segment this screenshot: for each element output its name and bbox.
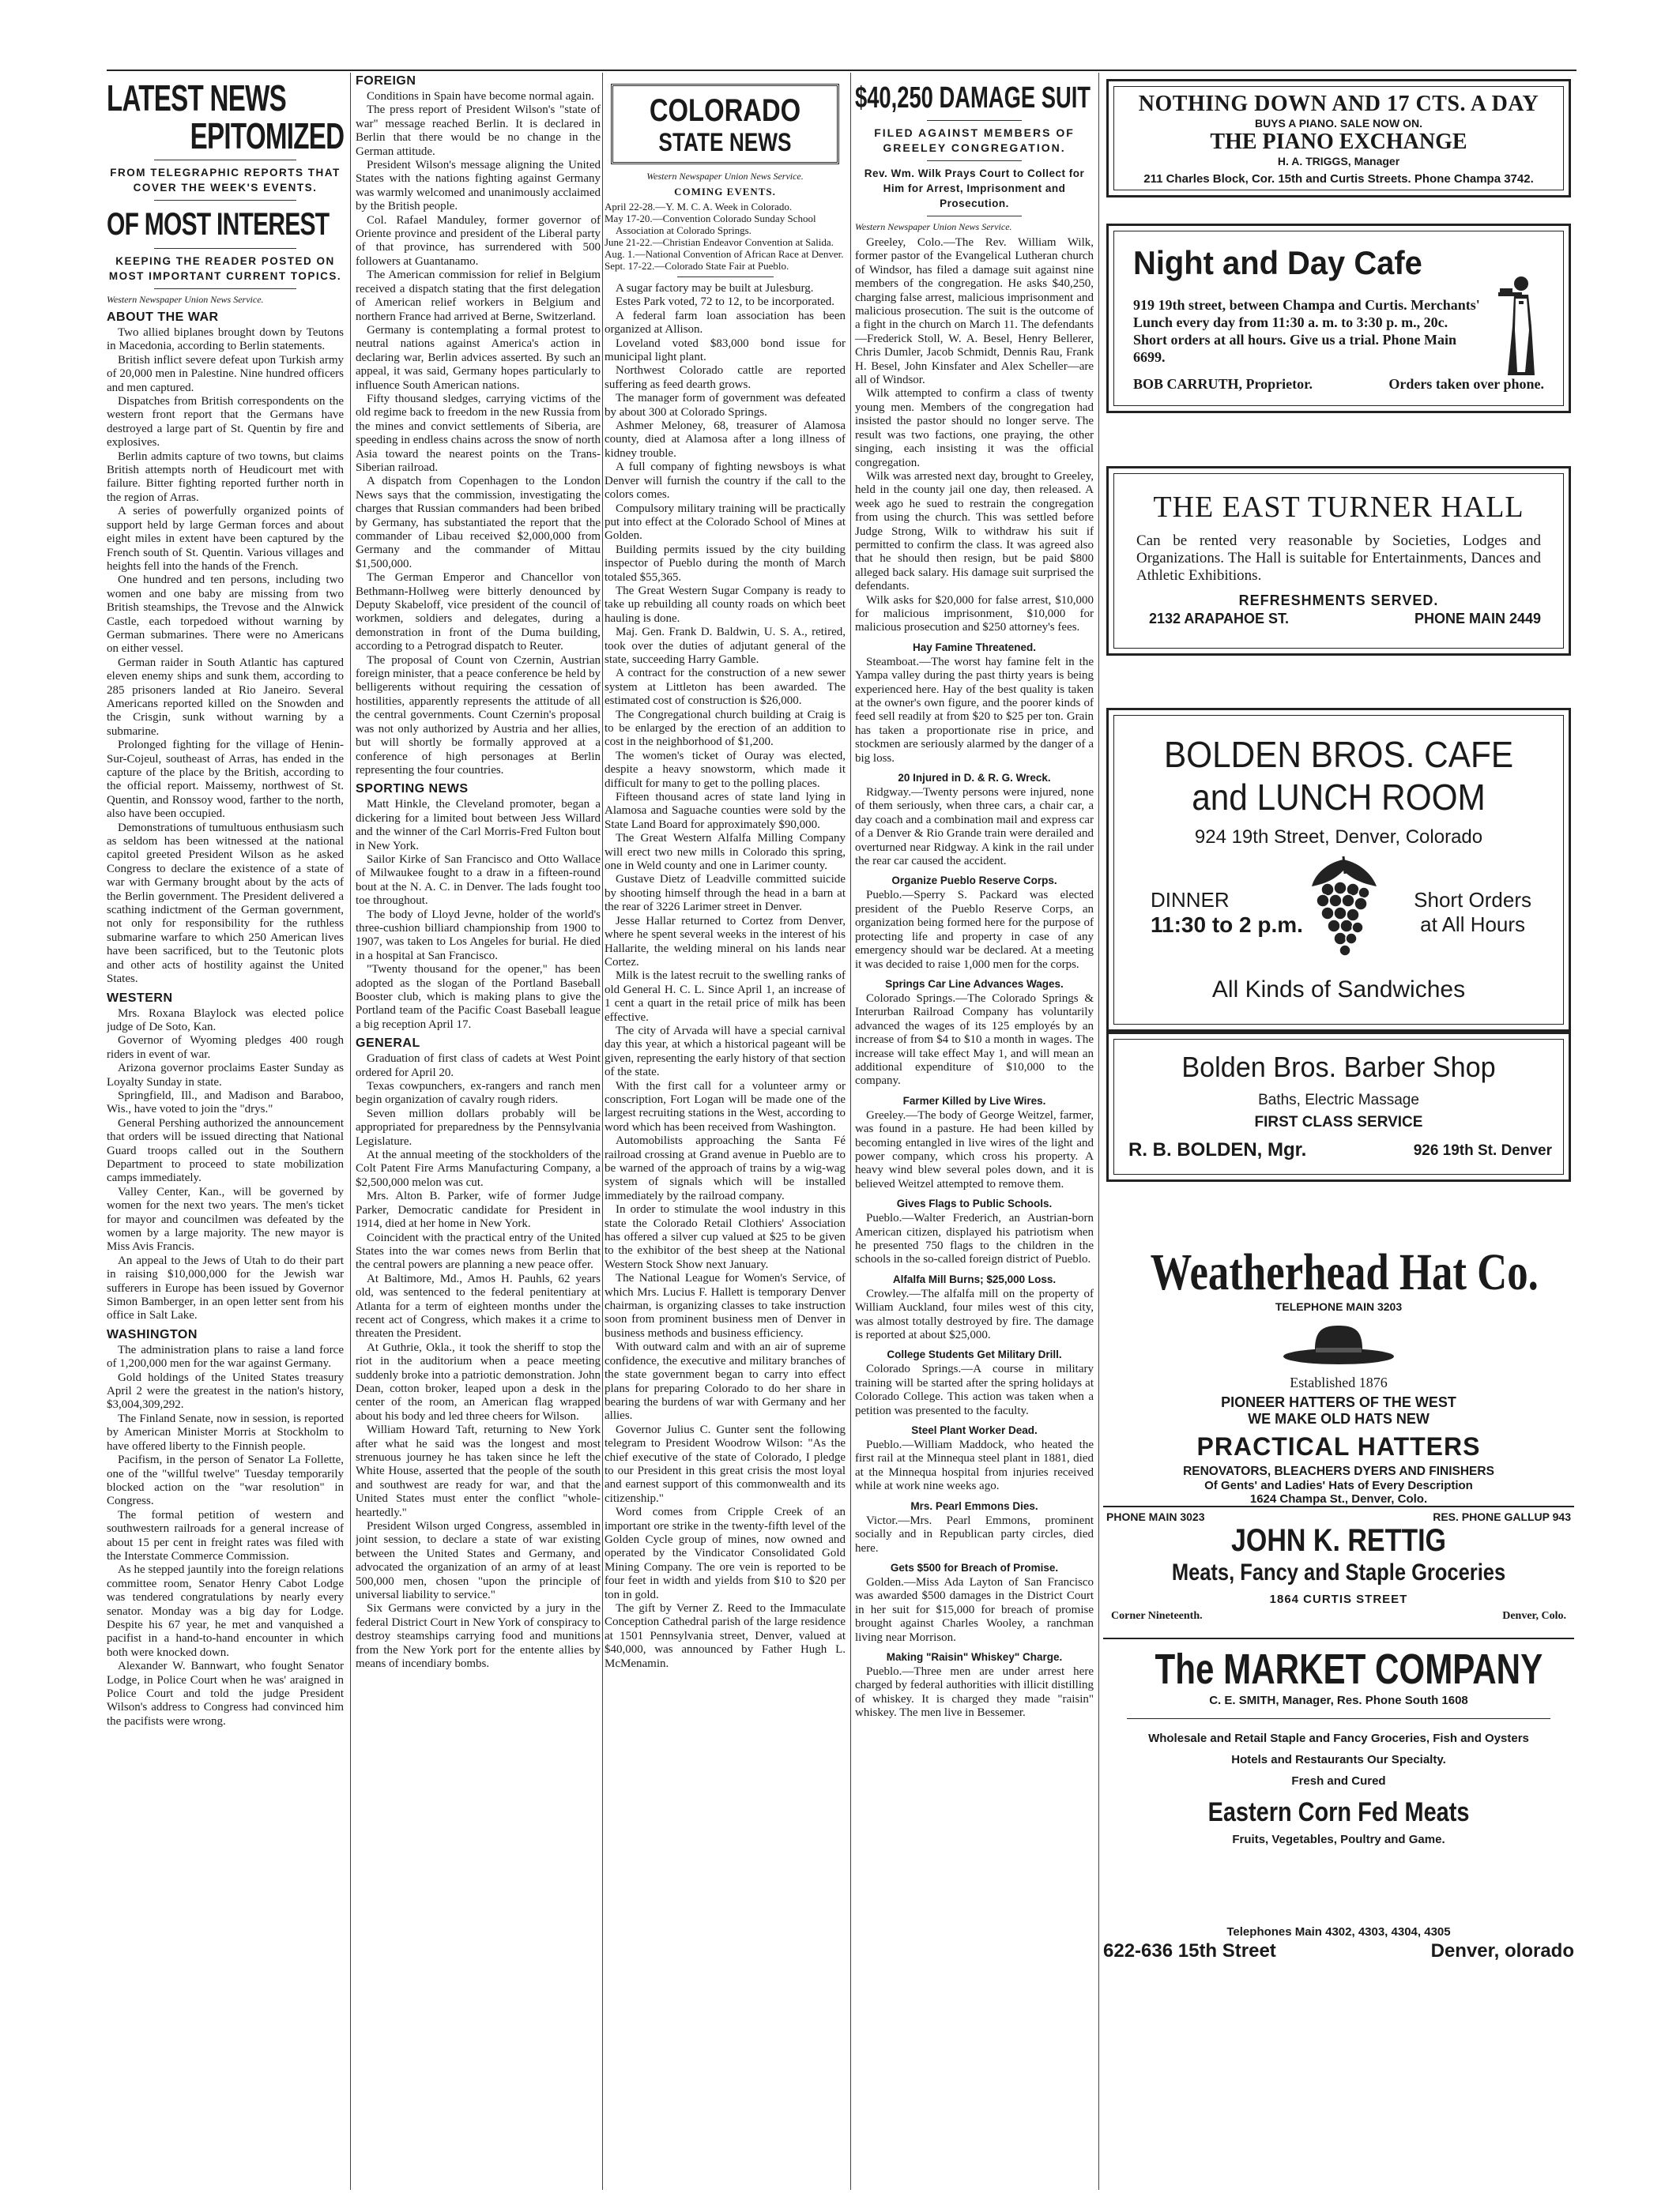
paragraph: An appeal to the Jews of Utah to do their part in raising $10,000,000 for the Jewish war sufferers in Europe has been issued by Governor Simon Bamberger, in an open letter sent from his office in Salt Lake. [107,1254,344,1322]
story-text: Crowley.—The alfalfa mill on the property of William Auckland, four miles west of this city, was almost totally destroyed by fire. The damage is reported at about $25,000. [855,1287,1094,1342]
colorado-masthead: COLORADO STATE NEWS [611,84,839,164]
story-head: College Students Get Military Drill. [887,1349,1062,1361]
ad-bolden-cafe: BOLDEN BROS. CAFE and LUNCH ROOM 924 19th Street, Denver, Colorado DINNER 11:30 to 2 p.m. Short Orders at All Hours All Kinds of Sandwiches [1106,708,1571,1032]
paragraph: Germany is contemplating a formal protest to neutral nations against America's action in declaring war, Berlin advices asserted. By such an appeal, it was said, Germany hopes particularly to influence South American nations. [356,323,601,392]
column-rule [350,73,351,2190]
paragraph: Jesse Hallar returned to Cortez from Denver, where he spent several weeks in the interest of his Hallarite, the welding mineral on his lands near Cortez. [605,914,846,969]
paragraph: Six Germans were convicted by a jury in the federal District Court in New York of conspiracy to destroy steamships carrying food and munitions from the New York port for the entente allies by means of incendiary bombs. [356,1602,601,1671]
section-head-sporting: SPORTING NEWS [356,782,469,796]
ad-night-day-cafe: Night and Day Cafe 919 19th street, between Champa and Curtis. Merchants' Lunch every day from 11:30 a. m. to 3:30 p. m., 20c. Short orders at all hours. Give us a trial. Phone Main 6699. BOB CARRUTH, Proprietor. Orders taken over phone. [1106,224,1571,413]
story-text: Pueblo.—Three men are under arrest here charged by federal authorities with illicit distilling of whiskey. It is charged they made "raisin" whiskey. The men live in Bessemer. [855,1665,1094,1720]
headline-of-most-interest: OF MOST INTEREST [107,207,330,242]
paragraph: The Great Western Alfalfa Milling Company will erect two new mills in Colorado this spring, one in Weld county and one in Larimer county. [605,832,846,873]
paragraph: A series of powerfully organized points of support held by large German forces and about eight miles in extent have been captured by the French south of St. Quentin. Various villages and heights fell into the hands of the French. [107,505,344,573]
paragraph: Seven million dollars probably will be appropriated for preparedness by the Pennsylvania Legislature. [356,1107,601,1148]
subdeck-wilk: Rev. Wm. Wilk Prays Court to Collect for Him for Arrest, Imprisonment and Prosecution. [864,167,1085,209]
paragraph: The women's ticket of Ouray was elected, despite a heavy snowstorm, which made it difficult for many to get to the polling places. [605,749,846,790]
story-text: Colorado Springs.—A course in military training will be started after the spring holidays at Colorado College. This action was taken when a petition was presented to the faculty. [855,1363,1094,1417]
paragraph: Valley Center, Kan., will be governed by women for the next two years. The men's ticket for mayor and councilmen was defeated by the women by a large majority. The new mayor is Miss Avis Francis. [107,1185,344,1254]
paragraph: The German Emperor and Chancellor von Bethmann-Hollweg were bitterly denounced by Deputy Skabeloff, vice president of the council of workmen, soldiers and delegates, during a demonstration in front of the Duma building, according to a Petrograd dispatch to Reuter. [356,571,601,653]
story-text: Pueblo.—Sperry S. Packard was elected president of the Pueblo Reserve Corps, an organization being formed here for the purpose of protecting life and property in case of any emergency should war be declared. At a meeting it was decided to raise 1,000 men for the corps. [855,889,1094,971]
headline-damage-suit: $40,250 DAMAGE SUIT [855,81,1091,115]
western-paragraphs [107,1007,344,1323]
paragraph: A contract for the construction of a new sewer system at Littleton has been awarded. The estimated cost of construction is $26,000. [605,667,846,708]
event-item: May 17-20.—Convention Colorado Sunday School Association at Colorado Springs. [605,213,816,236]
paragraph: President Wilson's message aligning the United States with the nations fighting against Germany was warmly welcomed and unanimously acclaimed by the British people. [356,159,601,213]
paragraph: Fifteen thousand acres of state land lying in Alamosa and Saguache counties were sold by the State Land Board for approximately $90,000. [605,791,846,831]
deck-telegraphic: FROM TELEGRAPHIC REPORTS THAT COVER THE WEEK'S EVENTS. [110,167,341,194]
section-head-washington: WASHINGTON [107,1327,198,1341]
paragraph: The Congregational church building at Craig is to be enlarged by the erection of an addition to cost in the neighborhood of $1,200. [605,708,846,749]
lead-story-paragraphs [855,236,1094,635]
sporting-paragraphs [356,798,601,1032]
paragraph: Alexander W. Bannwart, who fought Senator Lodge, in Police Court when he was' araigned in Police Court and told the judge President Wilson's address to Congress had convinced him the pacifists were wrong. [107,1660,344,1728]
paragraph: At the annual meeting of the stockholders of the Colt Patent Fire Arms Manufacturing Company, a $2,500,000 melon was cut. [356,1149,601,1189]
top-rule [107,70,1576,71]
coming-events-head: COMING EVENTS. [674,186,776,198]
paragraph: With the first call for a volunteer army or conscription, Fort Logan will be made one of the largest recruiting stations in the West, according to word which has been received from Washington. [605,1079,846,1134]
paragraph: President Wilson urged Congress, assembled in joint session, to declare a state of war existing between the United States and Germany, and advocated the organization of an army of at least 500,000 men, chosen "upon the principle of universal liability to service." [356,1520,601,1602]
paragraph: The gift by Verner Z. Reed to the Immaculate Conception Cathedral parish of the large residence at 1501 Pennsylvania street, Denver, valued at $40,000, was announced by Father Hugh L. McMenamin. [605,1602,846,1670]
paragraph: Pacifism, in the person of Senator La Follette, one of the "willful twelve" Tuesday temporarily blocked action on the "war resolution" in Congress. [107,1454,344,1508]
paragraph: British inflict severe defeat upon Turkish army of 20,000 men in Palestine. Nine hundred officers and men captured. [107,353,344,394]
column-damage-suit [855,73,1094,2190]
short-stories [855,641,1094,1721]
story-head: Gets $500 for Breach of Promise. [890,1561,1059,1574]
paragraph: Governor of Wyoming pledges 400 rough riders in event of war. [107,1034,344,1061]
paragraph: Prolonged fighting for the village of Henin-Sur-Cojeul, southeast of Arras, has ended in the capture of the place by the British, according to the official report. Maissemy, northwest of St. Quentin, and Ronssoy wood, farther to the north, also have been occupied. [107,739,344,821]
paragraph: The formal petition of western and southwestern railroads for a general increase of about 15 per cent in freight rates was filed with the Interstate Commerce Commission. [107,1508,344,1563]
paragraph: Wilk asks for $20,000 for false arrest, $10,000 for malicious imprisonment, $10,000 for malicious prosecution and $250 attorney's fees. [855,593,1094,634]
paragraph: Demonstrations of tumultuous enthusiasm such as seldom has been witnessed at the national capitol greeted President Wilson as he asked Congress to declare the existence of a state of war with Germany brought about by the acts of the Berlin government. The President delivered a scathing indictment of the German government, not only for responsibility for the ruthless submarine warfare to which 250 American lives have been sacrificed, but to the Teutonic plots and other acts of hostility against the United States. [107,821,344,986]
grapes-icon [1304,855,1383,965]
paragraph: Two allied biplanes brought down by Teutons in Macedonia, according to Berlin statements. [107,326,344,353]
story-text: Ridgway.—Twenty persons were injured, none of them seriously, when three cars, a chair car, a day coach and a combination mail and express car of a Denver & Rio Grande train were derailed and overturned near Ridgway. A kink in the rail under the rear car caused the accident. [855,786,1094,868]
washington-paragraphs [107,1344,344,1729]
deck-greeley: FILED AGAINST MEMBERS OF GREELEY CONGREGATION. [874,126,1075,154]
section-head-war: ABOUT THE WAR [107,310,219,324]
paragraph: The press report of President Wilson's "state of war" message reached Berlin. It is declared in Berlin that there would be no change in the German attitude. [356,103,601,158]
paragraph: Mrs. Alton B. Parker, wife of former Judge Parker, Democratic candidate for President in 1914, died at her home in New York. [356,1190,601,1231]
paragraph: The city of Arvada will have a special carnival day this year, at which a historical pageant will be given, representing the early history of that section of the state. [605,1024,846,1079]
story-head: Mrs. Pearl Emmons Dies. [910,1499,1038,1512]
paragraph: Fifty thousand sledges, carrying victims of the old regime back to freedom in the new Russia from the mines and convict settlements of Siberia, are speeding in endless chains across the snow of north Asia toward the nearest points on the Trans-Siberian railroad. [356,392,601,474]
ad-bolden-barber: Bolden Bros. Barber Shop Baths, Electric Massage FIRST CLASS SERVICE R. B. BOLDEN, Mgr. 926 19th St. Denver [1106,1032,1571,1182]
paragraph: The administration plans to raise a land force of 1,200,000 men for the war against Germany. [107,1343,344,1371]
paragraph: Coincident with the practical entry of the United States into the war comes news from Berlin that the central powers are planning a new peace offer. [356,1231,601,1272]
story-text: Pueblo.—William Maddock, who heated the first rail at the Minnequa steel plant in 1881, died at the Minnequa hospital from injuries received while at work nine weeks ago. [855,1439,1094,1493]
deck-keeping-reader: KEEPING THE READER POSTED ON MOST IMPORTANT CURRENT TOPICS. [108,255,342,282]
paragraph: "Twenty thousand for the opener," has been adopted as the slogan of the Portland Baseball Booster club, which is making plans to give the Portland team of the Pacific Coast Baseball league a big reception April 17. [356,963,601,1031]
paragraph: Sailor Kirke of San Francisco and Otto Wallace of Milwaukee fought to a draw in a fifteen-round bout at the N. A. C. in Denver. The lads fought too toe throughout. [356,852,601,908]
ad-john-rettig: PHONE MAIN 3023 RES. PHONE GALLUP 943 JOHN K. RETTIG Meats, Fancy and Staple Groceries 1864 CURTIS STREET Corner Nineteenth. Denver, Colo. [1106,1510,1571,1622]
story-text: Victor.—Mrs. Pearl Emmons, prominent socially and in Republican party circles, died here. [855,1514,1094,1555]
paragraph: One hundred and ten persons, including two women and one baby are missing from two British steamships, the Trevose and the Alnwick Castle, each torpedoed without warning by German submarines. There were no Americans on either vessel. [107,574,344,656]
paragraph: The body of Lloyd Jevne, holder of the world's three-cushion billiard championship from 1900 to 1907, was taken to Los Angeles for burial. He died in a hospital at San Francisco. [356,908,601,962]
paragraph: The National League for Women's Service, of which Mrs. Lucius F. Hallett is temporary Denver chairman, is organizing classes to take instruction soon from prominent business men of Denver in business methods and business efficiency. [605,1272,846,1340]
paragraph: Compulsory military training will be practically put into effect at the Colorado School of Mines at Golden. [605,502,846,543]
story-head: Springs Car Line Advances Wages. [885,977,1064,990]
paragraph: Governor Julius C. Gunter sent the following telegram to President Woodrow Wilson: "As the chief executive of the state of Colorado, I pledge to our President in this great crisis the most loyal and earnest support of this commonwealth and its citizenship." [605,1423,846,1505]
paragraph: Texas cowpunchers, ex-rangers and ranch men begin organization of cavalry rough riders. [356,1080,601,1107]
paragraph: A full company of fighting newsboys is what Denver will furnish the country if the call to the colors comes. [605,461,846,502]
paragraph: At Baltimore, Md., Amos H. Pauhls, 62 years old, was sentenced to the federal penitentiary at Atlanta for a term of eighteen months under the recent act of Congress, which makes it a crime to threaten the President. [356,1272,601,1341]
event-item: Sept. 17-22.—Colorado State Fair at Pueblo. [605,260,789,272]
paragraph: Graduation of first class of cadets at West Point ordered for April 20. [356,1052,601,1079]
service-credit: Western Newspaper Union News Service. [646,171,804,182]
story-text: Golden.—Miss Ada Layton of San Francisco was awarded $500 damages in the District Court in her suit for $15,000 for breach of promise brought against Charles Wooley, a ranchman living near Morrison. [855,1575,1094,1644]
paragraph: Matt Hinkle, the Cleveland promoter, began a dickering for a limited bout between Jess Willard and the winner of the Carl Morris-Fred Fulton bout in New York. [356,798,601,852]
paragraph: Estes Park voted, 72 to 12, to be incorporated. [616,295,835,309]
service-credit: Western Newspaper Union News Service. [855,221,1012,232]
paragraph: Ashmer Meloney, 68, treasurer of Alamosa county, died at Alamosa after a long illness of kidney trouble. [605,419,846,460]
paragraph: Gold holdings of the United States treasury April 2 were the greatest in the nation's history, $3,004,309,292. [107,1371,344,1412]
ad-piano-exchange: NOTHING DOWN AND 17 CTS. A DAY BUYS A PIANO. SALE NOW ON. THE PIANO EXCHANGE H. A. TRIGGS, Manager 211 Charles Block, Cor. 15th and Curtis Streets. Phone Champa 3742. [1106,79,1571,198]
paragraph: With outward calm and with an air of supreme confidence, the executive and military branches of the state government began to carry into effect plans for preparing Colorado to do her share in bearing the burdens of war with Germany and her allies. [605,1341,846,1423]
waiter-icon [1495,271,1547,382]
column-foreign-news [356,73,601,2190]
paragraph: Dispatches from British correspondents on the western front report that the Germans have destroyed a large part of St. Quentin by fire and explosives. [107,395,344,450]
paragraph: Northwest Colorado cattle are reported suffering as feed dearth grows. [605,364,846,391]
service-credit: Western Newspaper Union News Service. [107,294,264,305]
paragraph: The American commission for relief in Belgium received a dispatch stating that the first delegation of American relief workers in Belgium and northern France had arrived at Berne, Switzerland. [356,269,601,323]
coming-events-list [605,201,846,272]
story-head: Steel Plant Worker Dead. [911,1424,1038,1437]
story-head: Alfalfa Mill Burns; $25,000 Loss. [892,1273,1057,1285]
paragraph: Conditions in Spain have become normal again. [367,90,594,103]
paragraph: Building permits issued by the city building inspector of Pueblo during the month of March totaled $55,365. [605,543,846,584]
paragraph: Milk is the latest recruit to the swelling ranks of old General H. C. L. Since April 1, an increase of 1 cent a quart in the retail price of milk has been effective. [605,969,846,1024]
ad-weatherhead-hat: Weatherhead Hat Co. TELEPHONE MAIN 3203 Established 1876 PIONEER HATTERS OF THE WEST WE MAKE OLD HATS NEW PRACTICAL HATTERS RENOVATORS, BLEACHERS DYERS AND FINISHERS Of Gents' and Ladies' Hats of Every Description 1624 Champa St., Denver, Colo. [1150,1243,1539,1506]
story-text: Pueblo.—Walter Frederich, an Austrian-born American citizen, displayed his patriotism when he presented 750 flags to the children in the schools in the so-called foreign district of Pueblo. [855,1212,1094,1266]
event-item: April 22-28.—Y. M. C. A. Week in Colorado. [605,201,793,213]
story-text: Steamboat.—The worst hay famine felt in the Yampa valley during the past thirty years is being experienced here. Hay of the best quality is taken at the owner's own figure, and the poorer kinds of feed sell readily at from $20 to $25 per ton. Grain has taken a proportionate rise in price, and stockmen are seriously alarmed by the danger of a big loss. [855,655,1094,765]
paragraph: Loveland voted $83,000 bond issue for municipal light plant. [605,337,846,364]
paragraph: A sugar factory may be built at Julesburg. [616,282,814,295]
column-colorado-news [605,73,846,2190]
paragraph: German raider in South Atlantic has captured eleven enemy ships and sunk them, according to 285 prisoners landed at Rio Janeiro. Several Americans reported killed on the Snowden and the Crisgin, sunk without warning by a submarine. [107,656,344,738]
story-head: Hay Famine Threatened. [912,641,1037,653]
ad-east-turner-hall: THE EAST TURNER HALL Can be rented very reasonable by Societies, Lodges and Organizations. The Hall is suitable for Entertainments, Dances and Athletic Exhibitions. REFRESHMENTS SERVED. 2132 ARAPAHOE ST. PHONE MAIN 2449 [1106,466,1571,656]
general-paragraphs [356,1052,601,1671]
story-head: 20 Injured in D. & R. G. Wreck. [898,772,1051,784]
paragraph: Automobilists approaching the Santa Fé railroad crossing at Grand avenue in Pueblo are to be warned of the approach of trains by a wig-wag system of signals which will be installed immediately by the railroad company. [605,1134,846,1202]
paragraph: General Pershing authorized the announcement that orders will be issued directing that National Guard troops called out in the Southern Department to proceed to state mobilization camps immediately. [107,1116,344,1185]
section-head-foreign: FOREIGN [356,74,416,88]
paragraph: Greeley, Colo.—The Rev. William Wilk, former pastor of the Evangelical Lutheran church of Windsor, has filed a damage suit against nine members of the congregation. He asks $40,250, charging false arrest, malicious imprisonment and malicious prosecution. The suit is the outcome of a fight in the church on March 11. The defendants—Frederick Stoll, W. A. Besel, Henry Bellerer, Chris Dumler, Jacob Schmidt, Dennis Rau, Frank H. Besel, John Kinsfater and Alex Scheller—are all of Windsor. [855,236,1094,387]
column-rule [602,73,603,2190]
paragraph: Wilk was arrested next day, brought to Greeley, held in the county jail one day, then released. A week ago he sued to restrain the congregation from using the church. This was settled before Judge Strong, Wilk to withdraw his suit if permitted to confirm the class. It was agreed also that he should then resign, but be paid $800 alleged back salary. His damage suit surprised the defendants. [855,469,1094,593]
paragraph: A federal farm loan association has been organized at Allison. [605,309,846,337]
paragraph: At Guthrie, Okla., it took the sheriff to stop the riot in the auditorium when a peace meeting suddenly broke into a patriotic demonstration. John Dean, cotton broker, leaped upon a desk in the center of the room, an American flag wrapped about his body and led three cheers for Wilson. [356,1341,601,1423]
paragraph: The proposal of Count von Czernin, Austrian foreign minister, that a peace conference be held by belligerents without requiring the cessation of hostilities, apparently represents the attitude of all the central governments. Count Czernin's proposal was not only authorized by Austria and her allies, but will shortly be formally approved at a conference of high personages at Berlin representing the four countries. [356,653,601,777]
story-text: Greeley.—The body of George Weitzel, farmer, was found in a pasture. He had been killed by becoming entangled in live wires of the light and power company, which cross his property. A heavy wind blew several poles down, and it is believed Weitzel attempted to remove them. [855,1108,1094,1191]
story-head: Making "Raisin" Whiskey" Charge. [886,1650,1063,1663]
paragraph: Word comes from Cripple Creek of an important ore strike in the twenty-fifth level of the Golden Cycle group of mines, now owned and operated by the Vindicator Consolidated Gold Mining Company. The ore vein is reported to be four feet in width and yields from $10 to $20 per ton in gold. [605,1506,846,1601]
paragraph: Arizona governor proclaims Easter Sunday as Loyalty Sunday in state. [107,1062,344,1089]
colorado-paragraphs [605,282,846,1671]
paragraph: The Finland Senate, now in session, is reported by American Minister Morris at Stockholm to have offered liberty to the Finnish people. [107,1412,344,1453]
paragraph: Col. Rafael Manduley, former governor of Oriente province and president of the Liberal party of that province, has surrendered with 500 followers at Guantanamo. [356,213,601,268]
paragraph: Mrs. Roxana Blaylock was elected police judge of De Soto, Kan. [107,1006,344,1033]
paragraph: Springfield, Ill., and Madison and Baraboo, Wis., have voted to join the "drys." [107,1089,344,1116]
paragraph: The manager form of government was defeated by about 300 at Colorado Springs. [605,392,846,419]
ad-market-company: The MARKET COMPANY C. E. SMITH, Manager, Res. Phone South 1608 Wholesale and Retail Staple and Fancy Groceries, Fish and Oysters Hotels and Restaurants Our Specialty. Fresh and Cured Eastern Corn Fed Meats Fruits, Vegetables, Poultry and Game. Telephones Main 4302, 4303, 4304, 4305 622-636 15th Street Denver, olorado [1103,1646,1574,1962]
war-paragraphs [107,326,344,987]
hat-icon [1279,1321,1398,1368]
headline-latest-news: LATEST NEWS [107,77,286,118]
paragraph: The Great Western Sugar Company is ready to take up rebuilding all county roads on which beet hauling is done. [605,584,846,625]
paragraph: A dispatch from Copenhagen to the London News says that the commission, investigating the charges that Russian commanders had been bribed by Germany, has substantiated the report that the commander of Libau received $2,000,000 from Germany and the commander of Mittau $1,500,000. [356,475,601,570]
foreign-paragraphs [356,90,601,777]
paragraph: Wilk attempted to confirm a class of twenty young men. Members of the congregation had insisted the pastor should no longer serve. The result was two factions, one praying, the other singing, each insisting it was the official congregation. [855,387,1094,469]
section-head-general: GENERAL [356,1036,420,1051]
story-head: Farmer Killed by Live Wires. [902,1094,1046,1107]
paragraph: In order to stimulate the wool industry in this state the Colorado Retail Clothiers' Association has offered a silver cup valued at $25 to be given to the exhibitor of the best sheep at the National Western Stock Show next January. [605,1203,846,1271]
section-head-western: WESTERN [107,991,173,1005]
paragraph: Berlin admits capture of two towns, but claims British attempts north of Heudicourt met with failure. Bitter fighting reported further north in the region of Arras. [107,450,344,504]
paragraph: As he stepped jauntily into the foreign relations committee room, Senator Henry Cabot Lodge was tendered congratulations by nearly every senator. Monday was a big day for Lodge. Despite his 67 year, he met and vanquished a pacifist in a hand-to-hand encounter in which both were knocked down. [107,1563,344,1659]
column-rule [850,73,851,2190]
story-head: Gives Flags to Public Schools. [896,1198,1053,1210]
story-head: Organize Pueblo Reserve Corps. [891,875,1057,887]
story-text: Colorado Springs.—The Colorado Springs & Interurban Railroad Company has voluntarily advanced the wages of its 125 employés by an increase of from $4 to $10 a month in wages. The increase will take effect May 1, and will mean an additional expenditure of $10,000 to the company. [855,991,1094,1088]
paragraph: William Howard Taft, returning to New York after what he said was the longest and most strenuous journey he has taken since he left the White House, asserted that the people of the south and southwest are ready for war, and that the United States must enter the conflict "whole-heartedly." [356,1424,601,1519]
column-rule [1098,73,1099,2190]
paragraph: Gustave Dietz of Leadville committed suicide by shooting himself through the head in a barn at the rear of 3226 Larimer street in Denver. [605,873,846,914]
event-item: Aug. 1.—National Convention of African Race at Denver. [605,248,844,260]
headline-epitomized: EPITOMIZED [190,115,344,156]
column-latest-news [107,73,344,2190]
paragraph: Maj. Gen. Frank D. Baldwin, U. S. A., retired, took over the duties of adjutant general of the state, succeeding Harry Gamble. [605,626,846,666]
event-item: June 21-22.—Christian Endeavor Convention at Salida. [605,236,834,248]
